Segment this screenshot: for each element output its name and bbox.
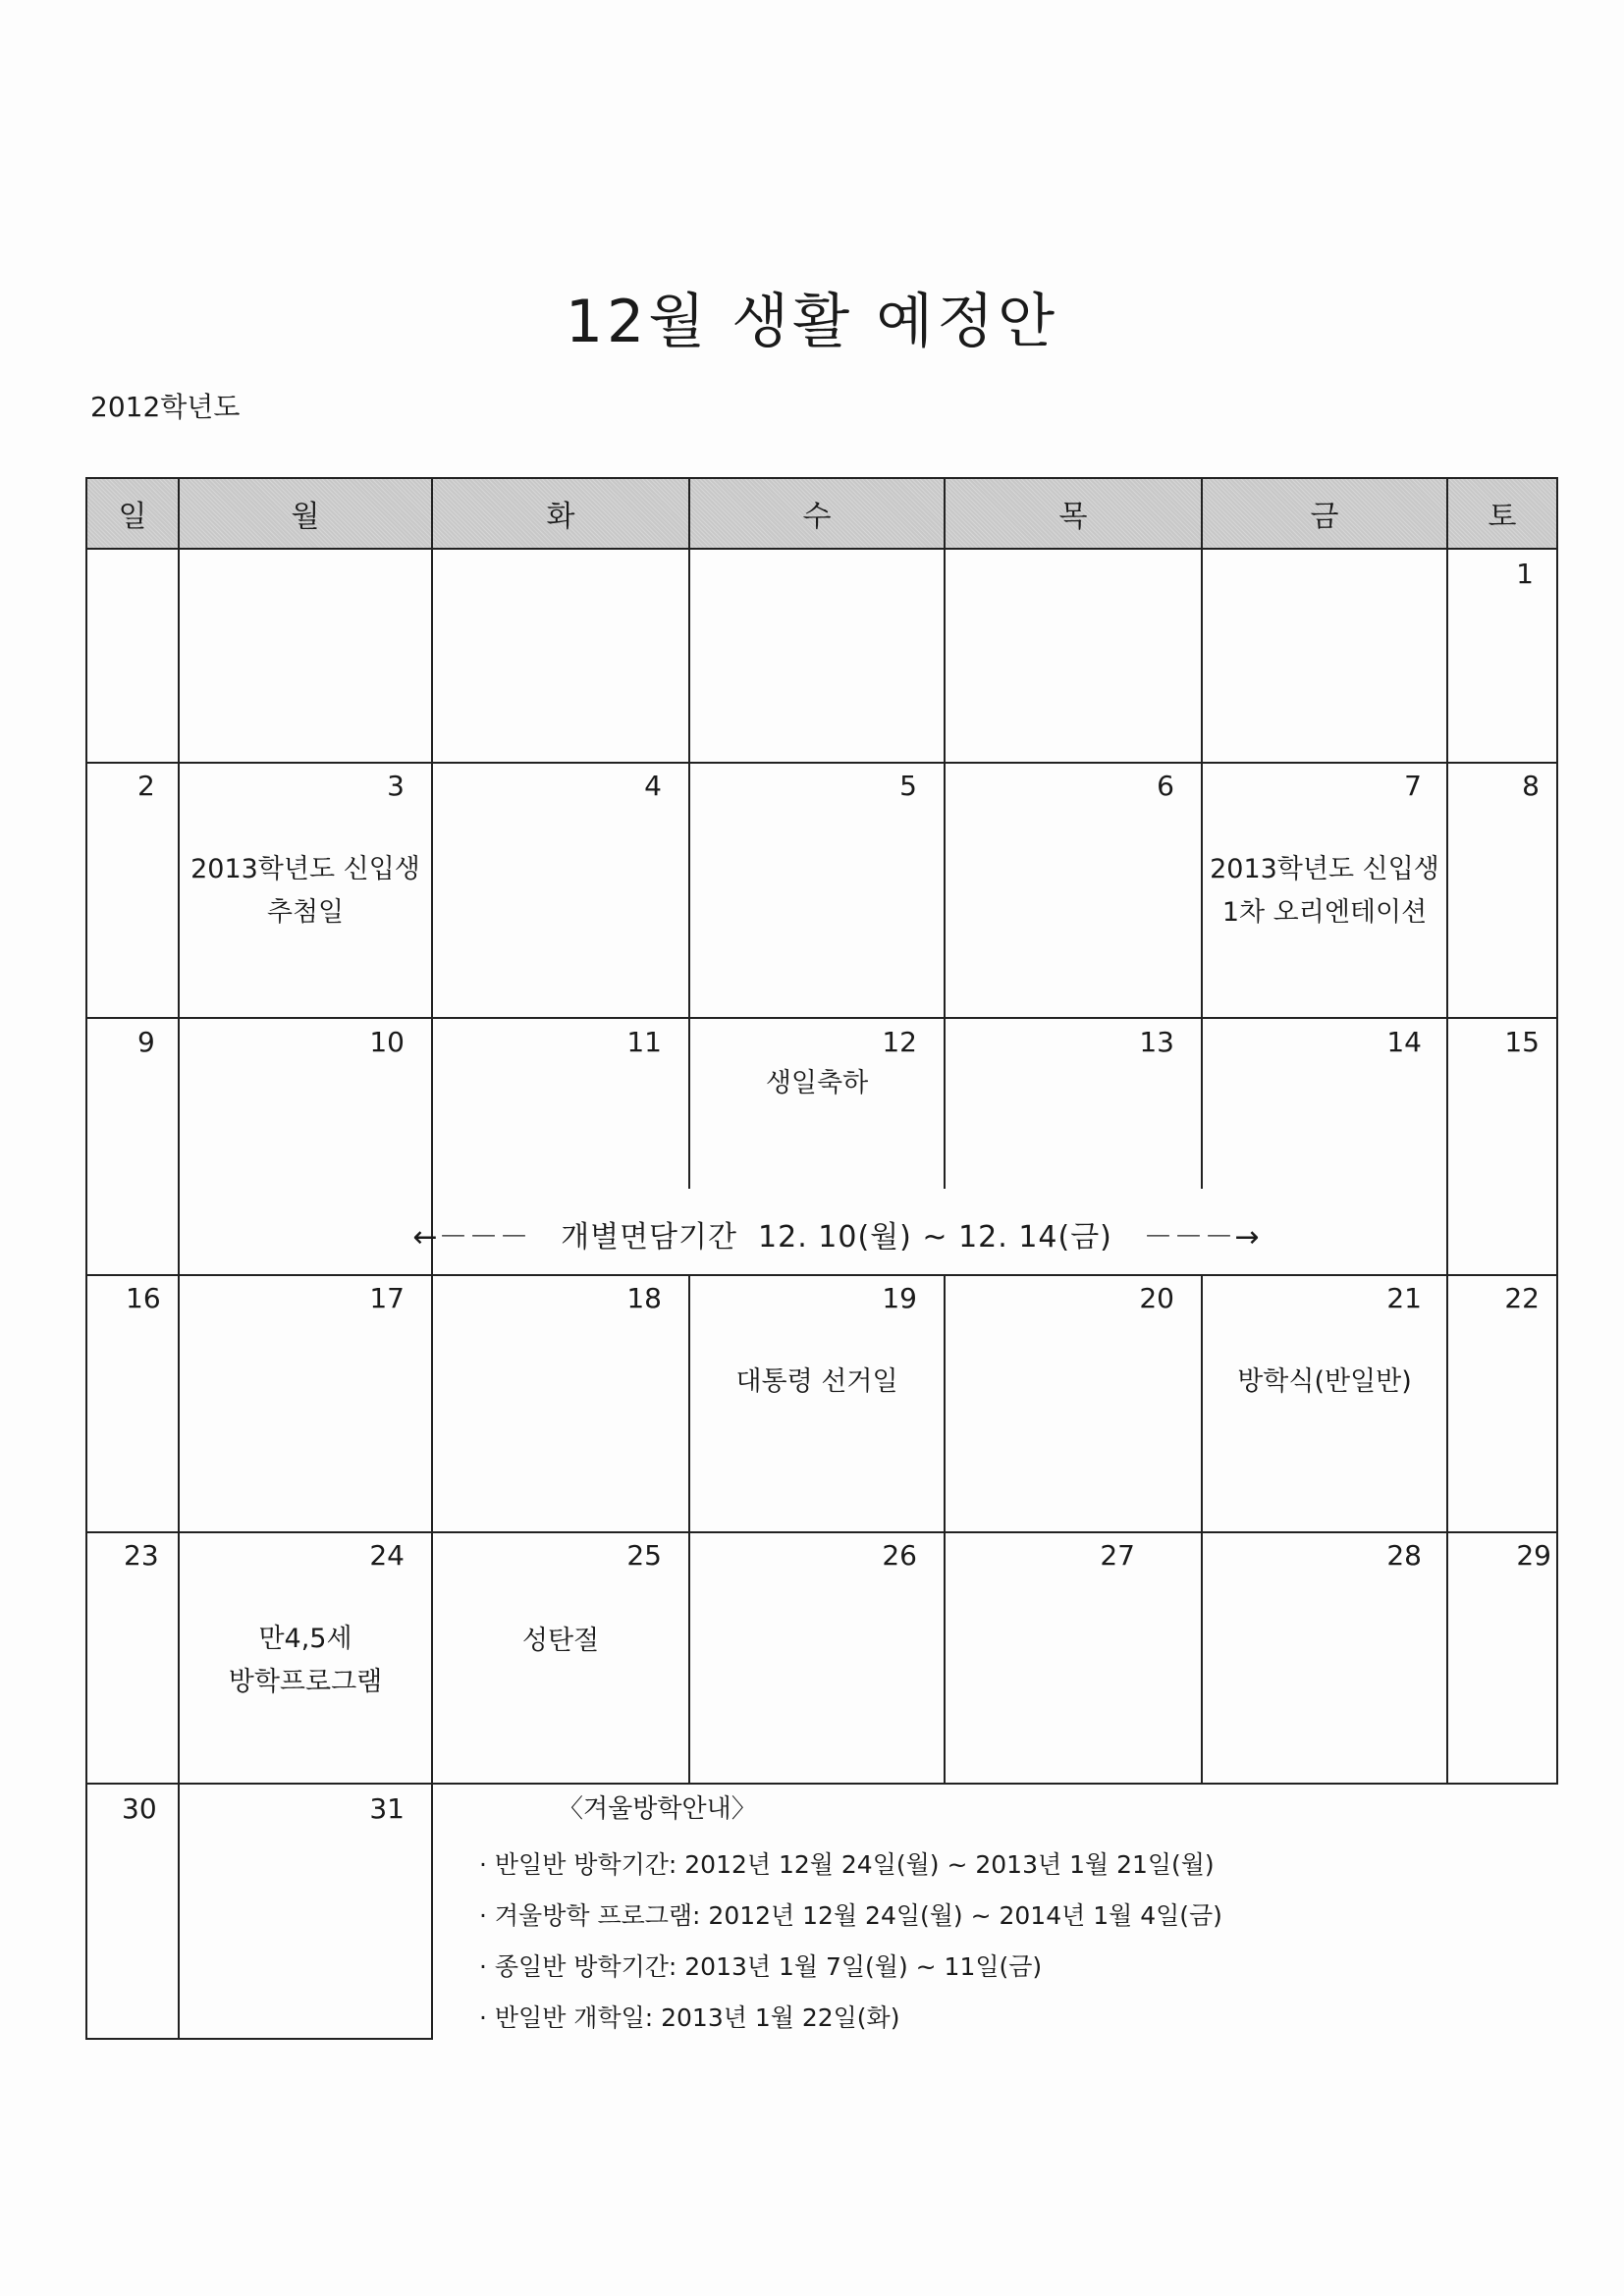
event-election (689, 1361, 945, 1404)
day-number: 18 (626, 1282, 662, 1314)
day-number: 12 (882, 1026, 917, 1058)
day-number: 31 (369, 1792, 405, 1825)
day-number: 29 (1516, 1539, 1551, 1572)
grid-line (85, 1531, 1558, 1533)
day-number: 24 (369, 1539, 405, 1572)
day-number: 13 (1139, 1026, 1174, 1058)
weekday-sun: 일 (86, 478, 179, 549)
day-number: 9 (137, 1026, 155, 1058)
day-number: 2 (137, 770, 155, 802)
grid-line (85, 477, 87, 2040)
grid-line (85, 477, 1558, 479)
grid-line (1446, 477, 1448, 1785)
grid-line (85, 1783, 1558, 1785)
day-number: 15 (1504, 1026, 1540, 1058)
winter-vacation-notice-title: 〈겨울방학안내〉 (558, 1794, 757, 1824)
event-line: 대통령 선거일 (735, 1366, 898, 1397)
notice-item: · 반일반 방학기간: 2012년 12월 24일(월) ~ 2013년 1월 21일(월) (479, 1850, 1215, 1879)
interview-period-banner: ←－－－ 개별면담기간 12. 10(월) ~ 12. 14(금) －－－→ (412, 1220, 1261, 1255)
event-orientation (1202, 848, 1447, 934)
notice-item: · 반일반 개학일: 2013년 1월 22일(화) (479, 2003, 900, 2032)
event-line: 성탄절 (521, 1626, 600, 1656)
grid-line (688, 1274, 690, 1785)
event-christmas (432, 1620, 689, 1663)
grid-line (1556, 477, 1558, 1785)
day-number: 6 (1157, 770, 1174, 802)
day-number: 11 (626, 1026, 662, 1058)
day-number: 8 (1522, 770, 1540, 802)
day-number: 19 (882, 1282, 917, 1314)
grid-line (85, 548, 1558, 550)
notice-item: · 종일반 방학기간: 2013년 1월 7일(월) ~ 11일(금) (479, 1952, 1043, 1981)
event-line: 방학식(반일반) (1237, 1366, 1412, 1397)
weekday-wed: 수 (689, 478, 945, 549)
event-line: 만4,5세 (258, 1624, 352, 1654)
day-number: 16 (126, 1282, 161, 1314)
day-number: 20 (1139, 1282, 1174, 1314)
event-vacation-program (179, 1618, 432, 1704)
event-line: 1차 오리엔테이션 (1221, 897, 1428, 928)
weekday-tue: 화 (432, 478, 689, 549)
day-number: 7 (1404, 770, 1422, 802)
event-closing-ceremony (1202, 1361, 1447, 1404)
day-number: 30 (122, 1792, 157, 1825)
grid-line (85, 762, 1558, 764)
day-number: 22 (1504, 1282, 1540, 1314)
grid-line (431, 477, 433, 2040)
grid-line (1201, 477, 1203, 1189)
day-number: 3 (387, 770, 405, 802)
weekday-mon: 월 (179, 478, 432, 549)
day-number: 28 (1386, 1539, 1422, 1572)
event-birthday (689, 1062, 945, 1105)
event-line: 2013학년도 신입생 (1210, 854, 1439, 884)
grid-line (85, 1274, 1558, 1276)
grid-line (1201, 1274, 1203, 1785)
day-number: 27 (1100, 1539, 1135, 1572)
day-number: 23 (124, 1539, 159, 1572)
page-title: 12월 생활 예정안 (565, 288, 1059, 356)
day-number: 21 (1386, 1282, 1422, 1314)
weekday-fri: 금 (1202, 478, 1447, 549)
day-number: 4 (644, 770, 662, 802)
day-number: 5 (899, 770, 917, 802)
event-lottery (179, 848, 432, 934)
day-number: 25 (626, 1539, 662, 1572)
grid-line (944, 1274, 946, 1785)
notice-item: · 겨울방학 프로그램: 2012년 12월 24일(월) ~ 2014년 1월 4일(금) (479, 1901, 1222, 1930)
day-number: 26 (882, 1539, 917, 1572)
event-line: 생일축하 (765, 1068, 869, 1098)
day-number: 17 (369, 1282, 405, 1314)
weekday-thu: 목 (945, 478, 1202, 549)
weekday-sat: 토 (1447, 478, 1557, 549)
grid-line (85, 2038, 433, 2040)
grid-line (85, 1017, 1558, 1019)
event-line: 2013학년도 신입생 (190, 854, 420, 884)
event-line: 방학프로그램 (228, 1667, 383, 1697)
event-line: 추첨일 (266, 897, 345, 928)
school-year: 2012학년도 (90, 391, 241, 423)
day-number: 1 (1516, 558, 1534, 590)
day-number: 10 (369, 1026, 405, 1058)
day-number: 14 (1386, 1026, 1422, 1058)
